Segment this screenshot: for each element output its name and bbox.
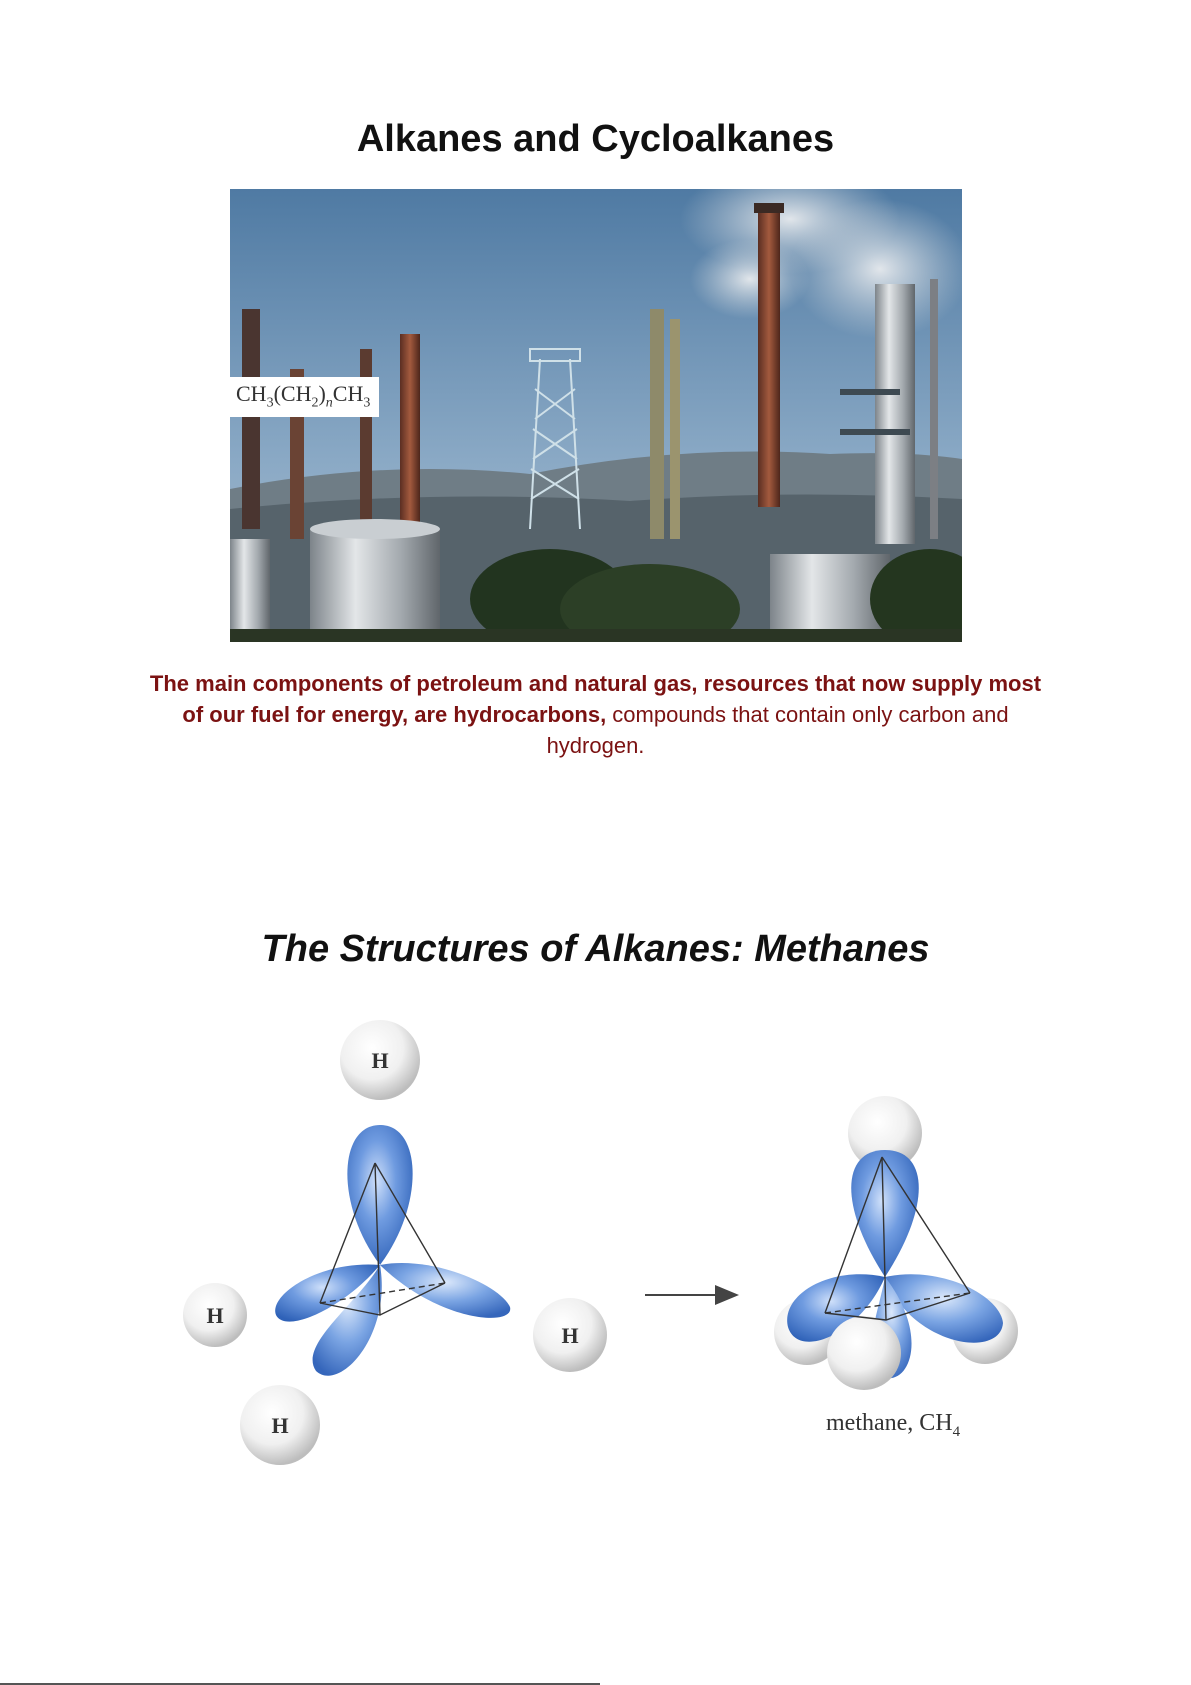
section-subtitle: The Structures of Alkanes: Methanes (261, 928, 930, 970)
general-alkane-formula: $CH_3(CH_2)_nCH_3$ (230, 377, 379, 417)
sp3-carbon-orbitals (275, 1125, 510, 1376)
methane-label: methane, $CH_4$ (826, 1410, 961, 1440)
caption-normal-text: compounds that contain only carbon and hydrogen. (546, 702, 1009, 758)
h-atom (240, 1385, 320, 1465)
caption-bold-text: The main components of petroleum and natural gas, resources that now supply most of our fuel for energy, are hydrocarbons, (149, 671, 1042, 727)
intro-caption (140, 668, 1051, 761)
methane-model (774, 1096, 1018, 1390)
svg-text:H: H (271, 1413, 289, 1438)
svg-text:H: H (561, 1323, 579, 1348)
refinery-photo (230, 189, 962, 642)
page-title: Alkanes and Cycloalkanes (356, 118, 835, 160)
h-atom (183, 1283, 247, 1347)
h-atom (533, 1298, 607, 1372)
h-atom (340, 1020, 420, 1100)
svg-text:H: H (371, 1048, 389, 1073)
svg-text:H: H (206, 1303, 224, 1328)
